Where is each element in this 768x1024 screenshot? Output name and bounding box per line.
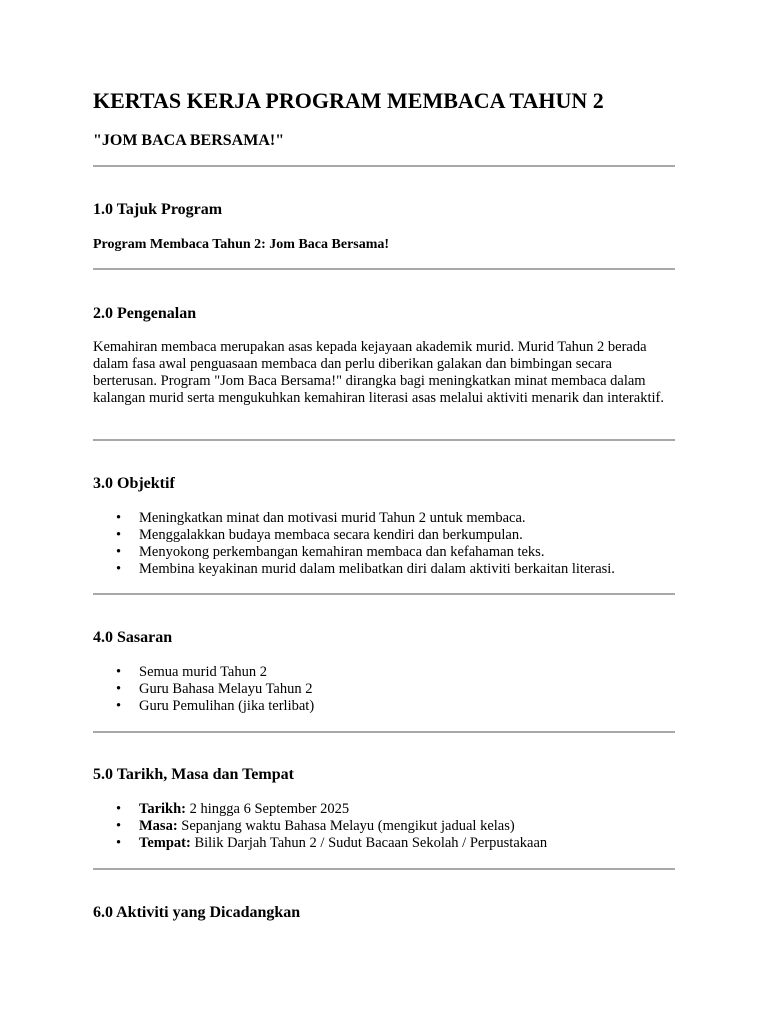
section-heading-sasaran: 4.0 Sasaran bbox=[93, 629, 173, 646]
pengenalan-paragraph: Kemahiran membaca merupakan asas kepada kejayaan akademik murid. Murid Tahun 2 berada dalam fasa awal penguasaan membaca dan perlu diberikan galakan dan bimbingan secara berterusan. Program "Jom Baca Bersama!" dirangka bagi meningkatkan minat membaca dalam kalangan murid serta mengukuhkan kemahiran literasi asas melalui aktiviti menarik dan interaktif. bbox=[93, 339, 664, 406]
objektif-list bbox=[93, 510, 679, 578]
document-subtitle: "JOM BACA BERSAMA!" bbox=[93, 132, 285, 149]
divider bbox=[93, 731, 675, 733]
list-item: • Semua murid Tahun 2 bbox=[139, 664, 679, 681]
list-item: • Menyokong perkembangan kemahiran membaca dan kefahaman teks. bbox=[139, 544, 679, 561]
list-item: • Guru Bahasa Melayu Tahun 2 bbox=[139, 681, 679, 698]
section-heading-tajuk: 1.0 Tajuk Program bbox=[93, 201, 223, 218]
list-item: • Meningkatkan minat dan motivasi murid Tahun 2 untuk membaca. bbox=[139, 510, 679, 527]
program-name: Program Membaca Tahun 2: Jom Baca Bersama! bbox=[93, 237, 390, 252]
divider bbox=[93, 868, 675, 870]
list-item: • Guru Pemulihan (jika terlibat) bbox=[139, 698, 679, 715]
section-heading-tarikh: 5.0 Tarikh, Masa dan Tempat bbox=[93, 766, 294, 783]
list-item-tarikh bbox=[139, 801, 679, 818]
section-heading-objektif: 3.0 Objektif bbox=[93, 475, 175, 492]
item-value: 2 hingga 6 September 2025 bbox=[186, 801, 350, 817]
divider bbox=[93, 165, 675, 167]
divider bbox=[93, 439, 675, 441]
list-item-tempat bbox=[139, 835, 679, 852]
divider bbox=[93, 268, 675, 270]
item-value: Sepanjang waktu Bahasa Melayu (mengikut jadual kelas) bbox=[177, 818, 515, 834]
list-item: • Menggalakkan budaya membaca secara kendiri dan berkumpulan. bbox=[139, 527, 679, 544]
item-label: Masa: bbox=[139, 818, 178, 834]
list-item-masa bbox=[139, 818, 679, 835]
item-value: Bilik Darjah Tahun 2 / Sudut Bacaan Sekolah / Perpustakaan bbox=[190, 835, 548, 851]
section-heading-pengenalan: 2.0 Pengenalan bbox=[93, 305, 197, 322]
list-item: • Membina keyakinan murid dalam melibatkan diri dalam aktiviti berkaitan literasi. bbox=[139, 561, 679, 578]
section-heading-aktiviti: 6.0 Aktiviti yang Dicadangkan bbox=[93, 904, 301, 921]
divider bbox=[93, 593, 675, 595]
sasaran-list bbox=[93, 664, 679, 715]
document-title: KERTAS KERJA PROGRAM MEMBACA TAHUN 2 bbox=[93, 88, 604, 113]
tarikh-list bbox=[93, 801, 679, 852]
item-label: Tarikh: bbox=[139, 801, 187, 817]
item-label: Tempat: bbox=[139, 835, 191, 851]
